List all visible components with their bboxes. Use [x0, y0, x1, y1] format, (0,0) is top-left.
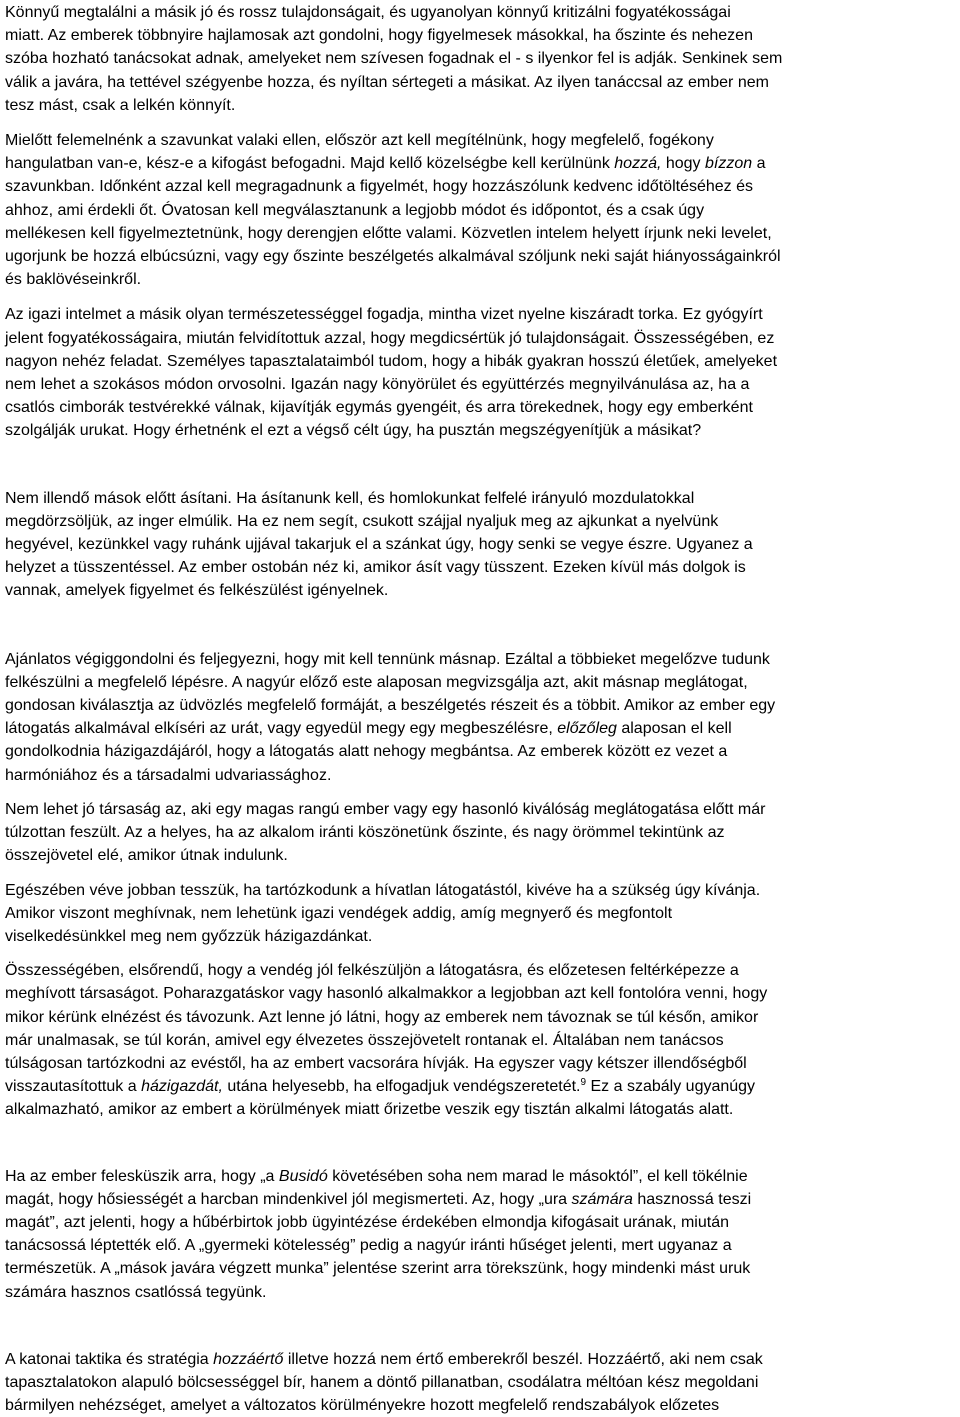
paragraph-guest-preparation: [5, 959, 953, 1121]
text-run: hogy: [661, 155, 705, 173]
text-run: hasznossá teszi magát”, azt jelenti, hogy a hűbérbirtok jobb ügyintézése érdekében elmondja kifogásait urának, miután tanácsossá léptették elő. A „gyermeki kötelesség” pedig a nagyúr iránti hűséget jelenti, mert ugyanaz a természetük. A „mások javára végzett munka” jelentése szerint arra törekszünk, hogy mindenki mást uruk számára hasznos csatlóssá tegyünk.: [5, 1190, 752, 1301]
footnote-reference[interactable]: 9: [580, 1077, 587, 1089]
paragraph-yawning: Nem illendő mások előtt ásítani. Ha ásítanunk kell, és homlokunkat felfelé irányuló mozdulatokkal megdörzsöljük, az inger elmúlik. Ha ez nem segít, csukott szájjal nyaljuk meg az ajkunkat a nyelvünk hegyével, kezünkkel vagy ruhánk ujjával takarjuk el a szánkat úgy, hogy senki se vegye észre. Ugyanez a helyzet a tüsszentéssel. Az ember ostobán néz ki, amikor ásít vagy tüsszent. Ezeken kívül más dolgok is vannak, amelyek figyelmet és felkészülést igényelnek.: [5, 489, 753, 600]
italic-text: bízzon: [705, 155, 753, 173]
paragraph-military-tactics: [5, 1348, 953, 1417]
italic-text: számára: [571, 1190, 633, 1208]
italic-text: előzőleg: [557, 720, 617, 738]
paragraph-true-admonition: Az igazi intelmet a másik olyan természetességgel fogadja, mintha vizet nyelne kiszáradt torka. Ez gyógyírt jelent fogyatékosságaira, miután felvidítottuk azzal, hogy megdicsértük jó tulajdonságait. Összességében, ez nagyon nehéz feladat. Személyes tapasztalataimból tudom, hogy a hibák gyakran hosszú életűek, amelyeket nem lehet a szokásos módon orvosolni. Igazán nagy könyörület és együttérzés megnyilvánulása az, ha a csatlós cimborák testvérekké válnak, kijavítják egymás gyengéit, és arra törekednek, hogy egy emberként szolgálják urukat. Hogy érhetnénk el ezt a végső célt úgy, ha pusztán megszégyenítjük a másikat?: [5, 306, 778, 440]
paragraph-raising-voice: [5, 129, 953, 291]
paragraph-good-company: Nem lehet jó társaság az, aki egy magas rangú ember vagy egy hasonló kiválóság meglátogatása előtt már túlzottan feszült. Az a helyes, ha az alkalom iránti köszönetünk őszinte, és nagy örömmel tekintünk az összejövetel elé, amikor útnak indulunk.: [5, 800, 766, 865]
text-run: Ez a szabály ugyanúgy alkalmazható, amikor az embert a körülmények miatt őrizetbe veszik egy tisztán alkalmi látogatás alatt.: [5, 1078, 756, 1119]
paragraph-criticism: Könnyű megtalálni a másik jó és rossz tulajdonságait, és ugyanolyan könnyű kritizálni fogyatékosságai miatt. Az emberek többnyire hajlamosak azt gondolni, hogy figyelmesek másokkal, ha őszinte és nehezen szóba hozható tanácsokat adnak, amelyeket nem szívesen fogadnak el - s ilyenkor fel is adják. Senkinek sem válik a javára, ha tettével szégyenbe hozza, és nyíltan sértegeti a másikat. Az ilyen tanáccsal az ember nem tesz mást, csak a lelkén könnyít.: [5, 4, 783, 114]
italic-text: hozzáértő: [213, 1350, 284, 1368]
text-run: A katonai taktika és stratégia: [5, 1350, 214, 1368]
paragraph-busido: [5, 1165, 953, 1304]
text-run: Mielőtt felemelnénk a szavunkat valaki ellen, először azt kell megítélnünk, hogy megfelelő, fogékony hangulatban van-e, kész-e a kifogást befogadni. Majd kellő közelségbe kell kerülnünk: [5, 132, 714, 173]
italic-text: házigazdát,: [141, 1078, 223, 1096]
text-run: Ajánlatos végiggondolni és feljegyezni, hogy mit kell tennünk másnap. Ezáltal a többieket megelőzve tudunk felkészülni a megfelelő lépésre. A nagyúr előző este alaposan megvizsgálja azt, akit másnap meglátogat, gondosan kiválasztja az üdvözlés megfelelő formáját, a beszélgetés részeit és a többit. Amikor az ember egy látogatás alkalmával elkíséri az urát, vagy egyedül megy egy megbeszélésre,: [5, 650, 776, 738]
text-run: követésében soha nem marad le másoktól”, el kell tökélnie magát, hogy hősiességét a harcban mindenkivel jól megismerteti. Az, hogy „ura: [5, 1167, 748, 1208]
text-run: Összességében, elsőrendű, hogy a vendég jól felkészüljön a látogatásra, és előzetesen feltérképezze a meghívott társaságot. Poharazgatáskor vagy hasonló alkalmakkor a legjobban azt kell fontolóra venni, hogy mikor kérünk elnézést és távozunk. Azt lenne jó látni, hogy az emberek nem távoznak se túl későn, amikor már unalmasak, se túl korán, amivel egy élvezetes összejövetelt rontanak el. Általában nem tanácsos túlságosan tartózkodni az evéstől, ha az embert vacsorára hívják. Ha egyszer vagy kétszer illendőségből visszautasítottuk a: [5, 962, 768, 1096]
italic-text: Busidó: [278, 1167, 328, 1185]
text-run: Ha az ember felesküszik arra, hogy „a: [5, 1167, 279, 1185]
paragraph-uninvited-visit: Egészében véve jobban tesszük, ha tartózkodunk a hívatlan látogatástól, kivéve ha a szükség úgy kívánja. Amikor viszont meghívnak, nem lehetünk igazi vendégek addig, amíg megnyerő és megfontolt viselkedésünkkel meg nem győzzük házigazdánkat.: [5, 881, 761, 945]
text-run: alaposan el kell gondolkodnia házigazdájáról, hogy a látogatás alatt nehogy megbántsa. Az emberek között ez vezet a harmóniához és a társadalmi udvariassághoz.: [5, 720, 732, 784]
text-run: utána helyesebb, ha elfogadjuk vendégszeretetét.: [222, 1078, 581, 1096]
document-page: [5, 0, 953, 1417]
text-run: illetve hozzá nem értő emberekről beszél. Hozzáértő, aki nem csak tapasztalatokon alapuló bölcsességgel bír, hanem a döntő pillanatban, csodálatra méltóan kész megoldani bármilyen nehézséget, amelyet a változatos körülményekre hozott megfelelő rendszabályok előzetes: [5, 1350, 763, 1415]
paragraph-planning: [5, 648, 953, 787]
italic-text: hozzá,: [614, 155, 662, 173]
text-run: a szavunkban. Időnként azzal kell megragadnunk a figyelmét, hogy hozzászólunk kedvenc időtöltéséhez és ahhoz, ami érdekli őt. Óvatosan kell megválasztanunk a legjobb módot és időpontot, és a csak úgy mellékesen kell figyelmeztetnünk, hogy derengjen előtte valami. Közvetlen intelem helyett írjunk neki levelet, ugorjunk be hozzá elbúcsúzni, vagy egy őszinte beszélgetés alkalmával szóljunk neki saját hiányosságainkról és baklövéseinkről.: [5, 155, 781, 289]
